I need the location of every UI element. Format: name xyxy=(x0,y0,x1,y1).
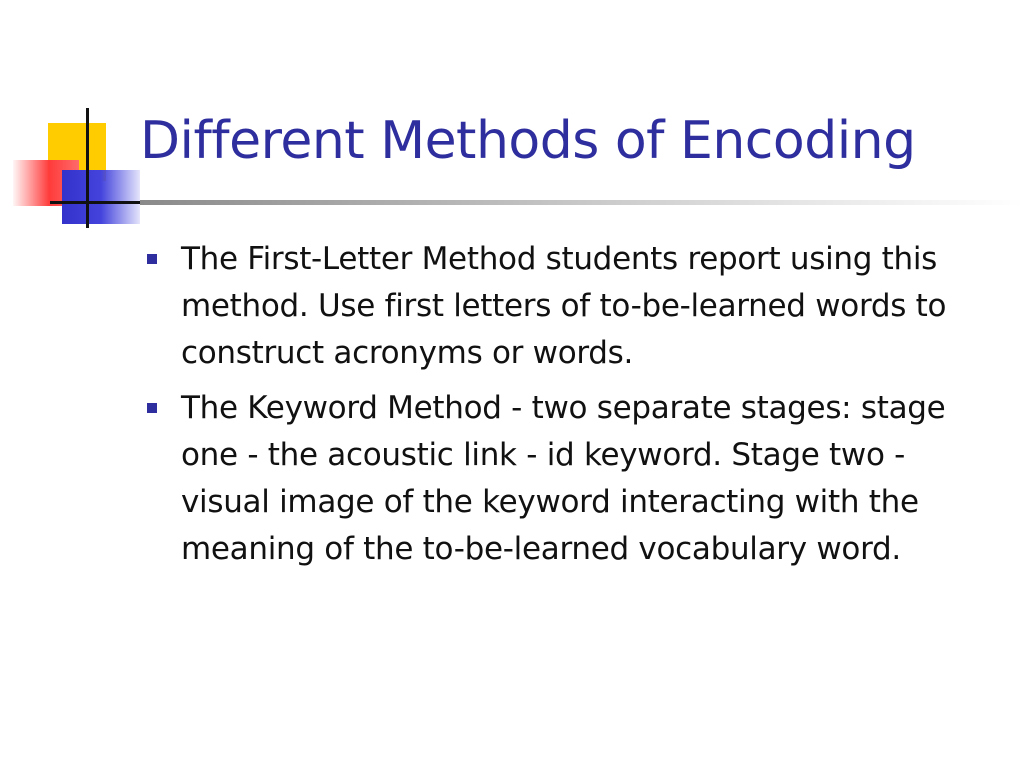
square-bullet-icon xyxy=(147,254,157,264)
bullet-item-first-letter-method xyxy=(145,236,965,377)
horizontal-line xyxy=(50,201,142,204)
bullet-list xyxy=(145,236,965,581)
square-bullet-icon xyxy=(147,403,157,413)
bullet-item-keyword-method xyxy=(145,385,965,573)
bullet-text: The First-Letter Method students report using this method. Use first letters of to-be-learned words to construct acronyms or words. xyxy=(181,241,947,371)
corner-squares-logo-icon xyxy=(0,0,160,240)
blue-square xyxy=(62,170,140,224)
vertical-line xyxy=(86,108,89,228)
slide-title: Different Methods of Encoding xyxy=(140,111,916,171)
title-underline xyxy=(140,200,1024,205)
bullet-text: The Keyword Method - two separate stages: stage one - the acoustic link - id keyword. Stage two - visual image of the keyword interacting with the meaning of the to-be-learned vocabulary word. xyxy=(181,390,946,567)
